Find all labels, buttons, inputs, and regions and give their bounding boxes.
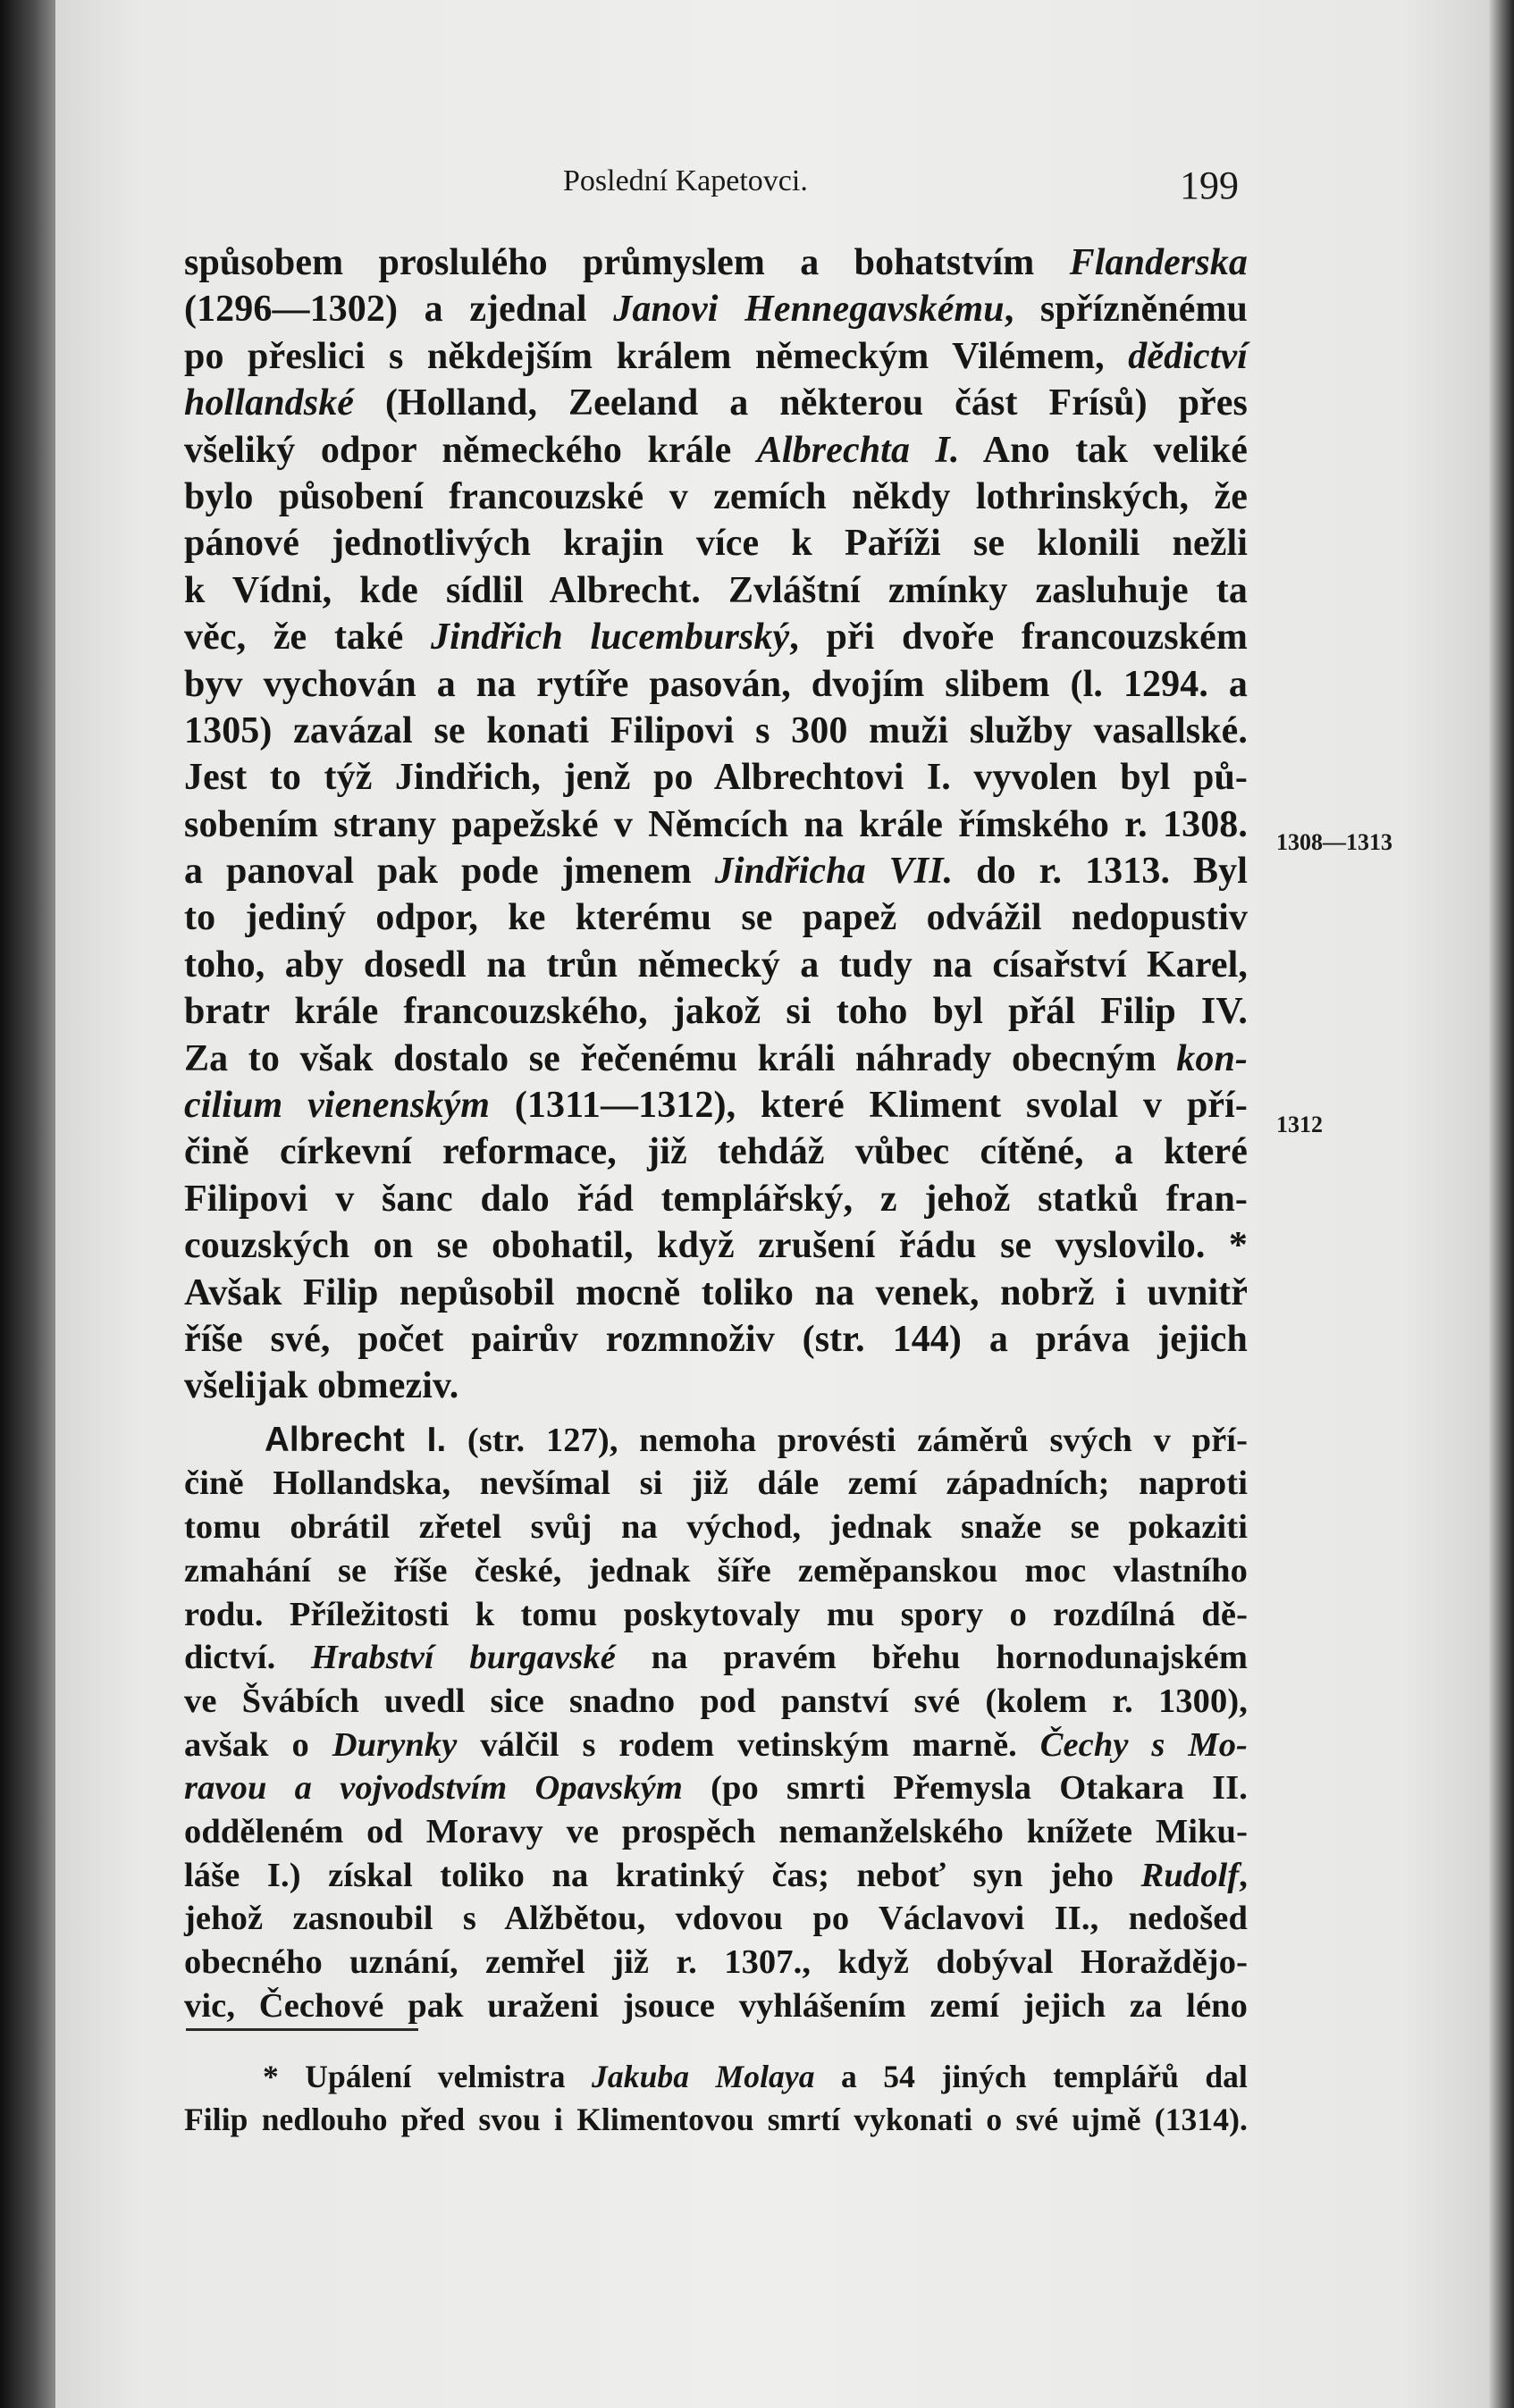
footnote-line: Filip nedlouho před svou i Klimentovou smrtí vykonati o své ujmě (1314). xyxy=(184,2102,1248,2137)
main-text xyxy=(184,239,1248,2027)
text-line: pánové jednotlivých krajin více k Paříži se klonili nežli xyxy=(184,523,1248,565)
text-line: Filipovi v šanc dalo řád templářský, z jehož statků fran- xyxy=(184,1178,1248,1220)
text-line: tomu obrátil zřetel svůj na východ, jednak snaže se pokaziti xyxy=(184,1508,1248,1547)
paragraph-2 xyxy=(184,1419,1248,2028)
text-line: jehož zasnoubil s Alžbětou, vdovou po Václavovi II., nedošed xyxy=(184,1900,1248,1938)
text-line: říše své, počet pairův rozmnoživ (str. 144) a práva jejich xyxy=(184,1318,1248,1360)
text-line: cilium vienenským (1311—1312), které Kliment svolal v pří- xyxy=(184,1085,1248,1127)
text-line: toho, aby dosedl na trůn německý a tudy na císařství Karel, xyxy=(184,944,1248,986)
text-line: odděleném od Moravy ve prospěch nemanželského knížete Miku- xyxy=(184,1812,1248,1850)
text-line: Albrecht I. (str. 127), nemoha provésti záměrů svých v pří- xyxy=(265,1420,1248,1459)
text-line: Za to však dostalo se řečenému králi náhrady obecným kon- xyxy=(184,1037,1248,1079)
text-line: obecného uznání, zemřel již r. 1307., když dobýval Horaždějo- xyxy=(184,1943,1248,1982)
footnote-line: * Upálení velmistra Jakuba Molaya a 54 jiných templářů dal xyxy=(263,2059,1248,2094)
text-line: couzských on se obohatil, když zrušení řádu se vyslovilo. * xyxy=(184,1225,1248,1267)
text-line: hollandské (Holland, Zeeland a některou část Frísů) přes xyxy=(184,382,1248,424)
text-line: zmahání se říše české, jednak šíře zeměpanskou moc vlastního xyxy=(184,1551,1248,1590)
text-line: byv vychován a na rytíře pasován, dvojím slibem (l. 1294. a xyxy=(184,663,1248,705)
footnote-rule xyxy=(186,2028,418,2031)
text-line: ravou a vojvodstvím Opavským (po smrti Přemysla Otakara II. xyxy=(184,1769,1248,1808)
text-line: ve Švábích uvedl sice snadno pod panství své (kolem r. 1300), xyxy=(184,1682,1248,1720)
section-heading: Albrecht I. xyxy=(265,1420,447,1459)
text-line: k Vídni, kde sídlil Albrecht. Zvláštní zmínky zasluhuje ta xyxy=(184,569,1248,611)
text-line: dictví. Hrabství burgavské na pravém břehu hornodunajském xyxy=(184,1639,1248,1677)
margin-note-years: 1308—1313 xyxy=(1276,829,1392,855)
page-edge-shadow-right xyxy=(1489,0,1514,2408)
text-line: všeliký odpor německého krále Albrechta I. Ano tak veliké xyxy=(184,429,1248,471)
page-number: 199 xyxy=(1180,164,1239,207)
text-line: čině církevní reformace, již tehdáž vůbec cítěné, a které xyxy=(184,1131,1248,1173)
paragraph-1 xyxy=(184,239,1248,1410)
text-line: vic, Čechové pak uraženi jsouce vyhlášením zemí jejich za léno xyxy=(184,1986,1248,2025)
text-line: to jediný odpor, ke kterému se papež odvážil nedopustiv xyxy=(184,897,1248,939)
running-head: Poslední Kapetovci. xyxy=(563,164,808,197)
text-line: spůsobem proslulého průmyslem a bohatstvím Flanderska xyxy=(184,242,1248,283)
margin-note-year: 1312 xyxy=(1276,1112,1323,1137)
text-line: sobením strany papežské v Němcích na krále římského r. 1308. xyxy=(184,803,1248,845)
text-line: láše I.) získal toliko na kratinký čas; neboť syn jeho Rudolf, xyxy=(184,1856,1248,1894)
text-line: (1296—1302) a zjednal Janovi Hennegavskému, spřízněnému xyxy=(184,289,1248,331)
page-edge-shadow-left xyxy=(0,0,55,2408)
text-line: Jest to týž Jindřich, jenž po Albrechtovi I. vyvolen byl pů- xyxy=(184,757,1248,799)
text-line: Avšak Filip nepůsobil mocně toliko na venek, nobrž i uvnitř xyxy=(184,1271,1248,1313)
text-line: rodu. Příležitosti k tomu poskytovaly mu spory o rozdílná dě- xyxy=(184,1595,1248,1633)
text-line: avšak o Durynky válčil s rodem vetinským marně. Čechy s Mo- xyxy=(184,1725,1248,1764)
text-line: čině Hollandska, nevšímal si již dále zemí západních; naproti xyxy=(184,1464,1248,1503)
footnote xyxy=(184,2055,1248,2141)
text-line: po přeslici s někdejším králem německým Vilémem, dědictví xyxy=(184,335,1248,377)
text-line: bylo působení francouzské v zemích někdy lothrinských, že xyxy=(184,475,1248,517)
text-line: všelijak obmeziv. xyxy=(184,1365,459,1407)
text-line: věc, že také Jindřich lucemburský, při dvoře francouzském xyxy=(184,617,1248,659)
text-line: a panoval pak pode jmenem Jindřicha VII. do r. 1313. Byl xyxy=(184,851,1248,893)
text-line: 1305) zavázal se konati Filipovi s 300 muži služby vasallské. xyxy=(184,709,1248,751)
text-line: bratr krále francouzského, jakož si toho byl přál Filip IV. xyxy=(184,991,1248,1033)
